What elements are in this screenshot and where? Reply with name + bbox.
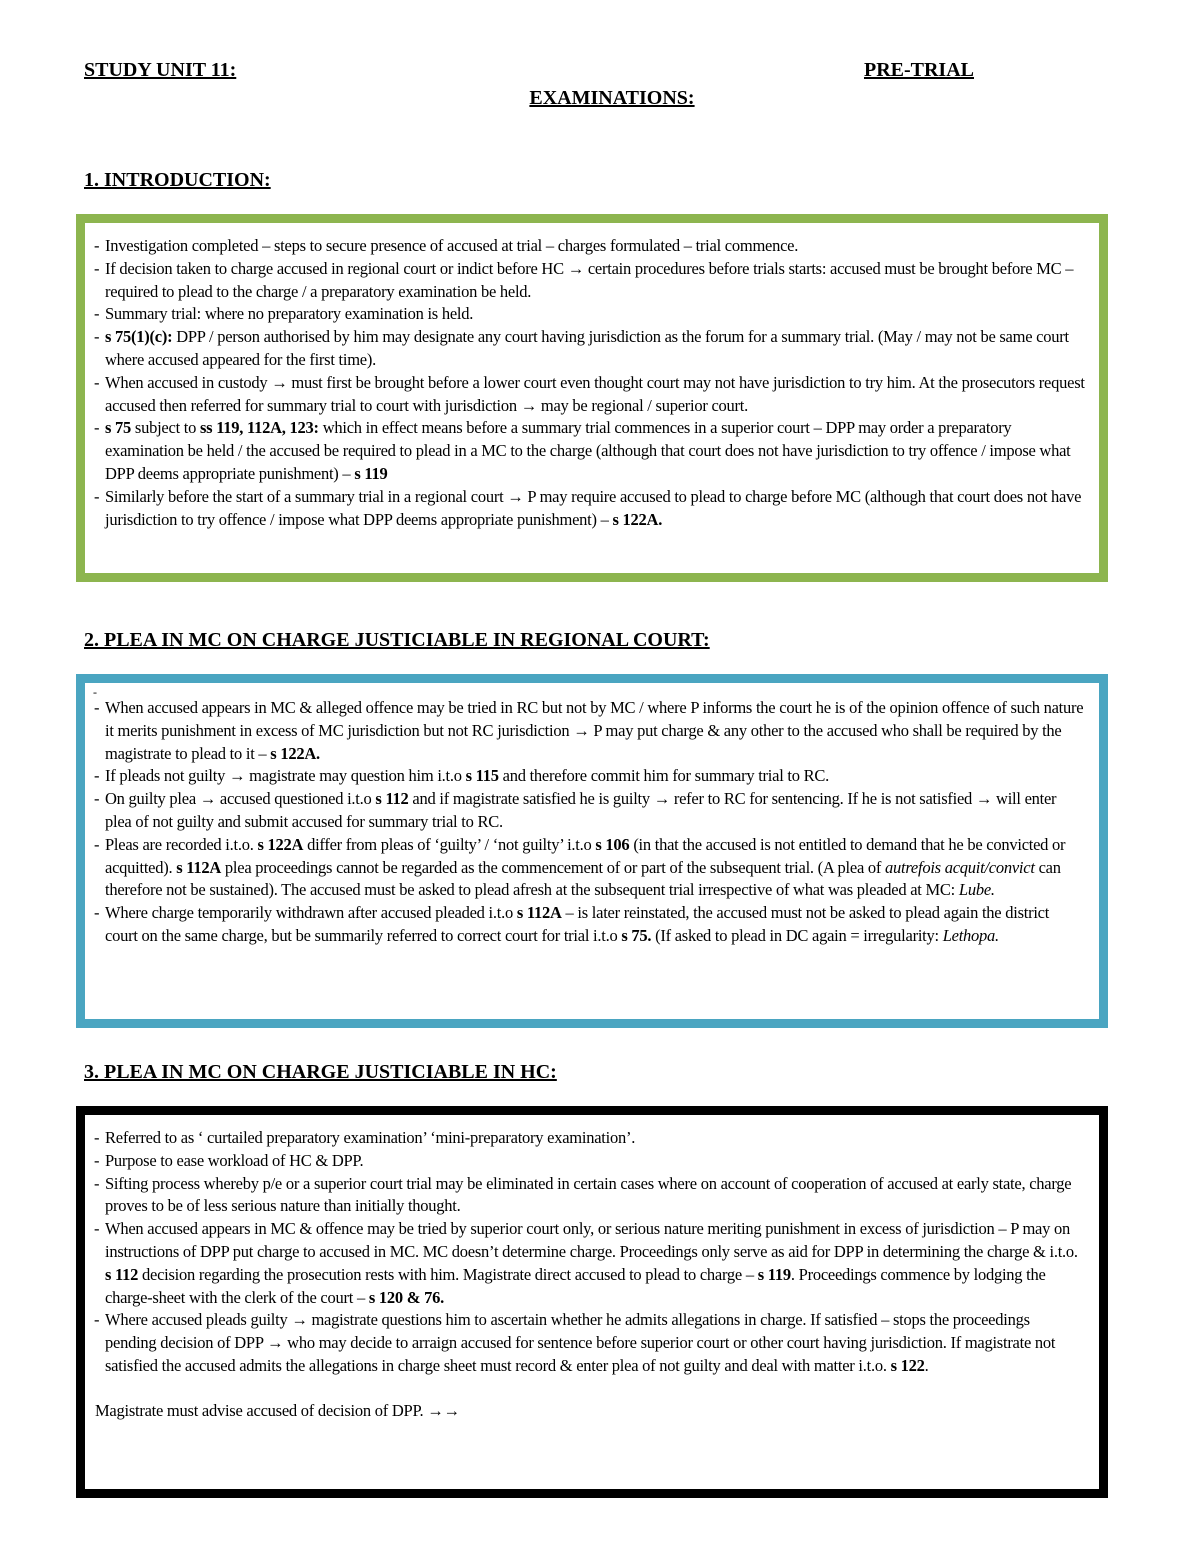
bullet-list xyxy=(93,1127,1085,1378)
bullet-item xyxy=(93,1127,1085,1150)
bullet-text: On guilty plea → accused questioned i.t.o xyxy=(105,789,376,809)
statute-reference: s 122A xyxy=(257,834,304,854)
statute-reference: s 112A xyxy=(176,857,222,877)
bullet-text: Where charge temporarily withdrawn after accused pleaded i.t.o xyxy=(105,903,517,923)
case-name: autrefois acquit/convict xyxy=(885,857,1035,877)
statute-reference: ss 119, 112A, 123: xyxy=(200,418,319,438)
bullet-text: When accused appears in MC & alleged offence may be tried in RC but not by MC / where P informs the court he is of the opinion offence of such nature it merits punishment in excess of MC jurisdiction but not RC jurisdiction → P may put charge & any other to the accused who shall be required by the magistrate to plead to it – xyxy=(105,698,1084,763)
section-heading-regional-court: 2. PLEA IN MC ON CHARGE JUSTICIABLE IN REGIONAL COURT: xyxy=(84,629,710,651)
title-left: STUDY UNIT 11: xyxy=(84,59,237,81)
bullet-list xyxy=(93,235,1085,531)
document-title-continued: EXAMINATIONS: xyxy=(529,87,695,109)
bullet-item xyxy=(93,258,1085,304)
bullet-text: . xyxy=(924,1355,929,1375)
case-name: Lethopa. xyxy=(942,925,999,945)
statute-reference: s 112 xyxy=(105,1264,139,1284)
regional-court-box xyxy=(76,674,1108,1028)
statute-reference: s 75 xyxy=(105,418,132,438)
bullet-item xyxy=(93,834,1085,902)
bullet-item xyxy=(93,417,1085,485)
statute-reference: s 122A. xyxy=(612,509,663,529)
bullet-text: DPP / person authorised by him may designate any court having jurisdiction as the forum for a summary trial. (May / may not be same court where accused appeared for the first time). xyxy=(105,327,1069,369)
bullet-text: Pleas are recorded i.t.o. xyxy=(105,834,258,854)
closing-note: Magistrate must advise accused of decision of DPP. →→ xyxy=(95,1400,460,1420)
statute-reference: s 112 xyxy=(375,789,409,809)
document-title xyxy=(84,58,974,82)
introduction-box xyxy=(76,214,1108,582)
bullet-item xyxy=(93,902,1085,948)
bullet-item xyxy=(93,486,1085,532)
statute-reference: s 119 xyxy=(757,1264,791,1284)
statute-reference: s 115 xyxy=(465,766,499,786)
bullet-text: If decision taken to charge accused in regional court or indict before HC → certain procedures before trials starts: accused must be brought before MC – required to plead to the charge / a preparatory examination be held. xyxy=(105,258,1074,301)
bullet-item xyxy=(93,788,1085,834)
statute-reference: s 75(1)(c): xyxy=(105,327,173,347)
statute-reference: s 112A xyxy=(516,903,562,923)
bullet-text: Where accused pleads guilty → magistrate questions him to ascertain whether he admits allegations in charge. If satisfied – stops the proceedings pending decision of DPP → who may decide to arraign accused for sentence before superior court or other court having jurisdiction. If magistrate not satisfied the accused admits the allegations in charge sheet must record & enter plea of not guilty and deal with matter i.t.o. xyxy=(105,1310,1056,1375)
bullet-text: Referred to as ‘ curtailed preparatory examination’ ‘mini-preparatory examination’. xyxy=(105,1128,636,1147)
bullet-item xyxy=(93,1173,1085,1219)
bullet-item xyxy=(93,1150,1085,1173)
bullet-text: Investigation completed – steps to secure presence of accused at trial – charges formulated – trial commence. xyxy=(105,236,799,255)
bullet-text: and therefore commit him for summary trial to RC. xyxy=(498,766,830,786)
statute-reference: s 122 xyxy=(890,1355,925,1375)
bullet-text: If pleads not guilty → magistrate may question him i.t.o xyxy=(105,766,466,786)
bullet-text: – is later reinstated, the accused must not be asked to plead again the district court on the same charge, but be summarily referred to correct court for trial i.t.o xyxy=(105,903,1050,945)
bullet-item xyxy=(93,326,1085,372)
bullet-item xyxy=(93,303,1085,326)
bullet-item xyxy=(93,372,1085,418)
stray-dash: - xyxy=(93,685,97,699)
bullet-text: (If asked to plead in DC again = irregularity: xyxy=(651,925,943,945)
bullet-text: plea proceedings cannot be regarded as the commencement of or part of the subsequent trial. (A plea of xyxy=(221,857,886,877)
bullet-text: Sifting process whereby p/e or a superior court trial may be eliminated in certain cases where on account of cooperation of accused at early state, charge proves to be of less serious nature than initially thought. xyxy=(105,1173,1072,1216)
bullet-text: When accused appears in MC & offence may be tried by superior court only, or serious nature meriting punishment in excess of jurisdiction – P may on instructions of DPP put charge to accused in MC. MC doesn’t determine charge. Proceedings only serve as aid for DPP in determining the charge & i.t.o. xyxy=(105,1219,1078,1261)
bullet-text: differ from pleas of ‘guilty’ / ‘not guilty’ i.t.o xyxy=(303,834,596,854)
bullet-text: . Proceedings commence by lodging the charge-sheet with the clerk of the court – xyxy=(105,1264,1046,1307)
case-name: Lube. xyxy=(958,880,995,900)
statute-reference: s 119 xyxy=(354,463,388,483)
title-right: PRE-TRIAL xyxy=(863,59,974,81)
statute-reference: s 122A. xyxy=(270,743,320,763)
bullet-text: and if magistrate satisfied he is guilty → refer to RC for sentencing. If he is not satisfied → will enter plea of not guilty and submit accused for summary trial to RC. xyxy=(105,789,1057,831)
bullet-text: which in effect means before a summary trial commences in a superior court – DPP may order a preparatory examination be held / the accused be required to plead in a MC to the charge (although that court does not have jurisdiction to try offence / impose what DPP deems appropriate punishment) – xyxy=(105,418,1071,483)
bullet-text: Similarly before the start of a summary trial in a regional court → P may require accused to plead to charge before MC (although that court does not have jurisdiction to try offence / impose what DPP deems appropriate punishment) – xyxy=(105,486,1082,529)
bullet-item xyxy=(93,1309,1085,1377)
bullet-item xyxy=(93,765,1085,788)
bullet-text: decision regarding the prosecution rests with him. Magistrate direct accused to plead to charge – xyxy=(138,1264,758,1284)
section-heading-high-court: 3. PLEA IN MC ON CHARGE JUSTICIABLE IN HC: xyxy=(84,1061,557,1083)
high-court-box xyxy=(76,1106,1108,1498)
statute-reference: s 75. xyxy=(621,925,652,945)
bullet-text: can therefore not be sustained). The accused must be asked to plead afresh at the subsequent trial irrespective of what was pleaded at MC: xyxy=(105,857,1061,900)
statute-reference: s 120 & 76. xyxy=(368,1287,445,1307)
bullet-text: Purpose to ease workload of HC & DPP. xyxy=(105,1150,364,1170)
bullet-list xyxy=(93,697,1085,948)
bullet-item xyxy=(93,697,1085,765)
bullet-text: When accused in custody → must first be brought before a lower court even thought court may not have jurisdiction to try him. At the prosecutors request accused then referred for summary trial to court with jurisdiction → may be regional / superior court. xyxy=(105,372,1085,415)
statute-reference: s 106 xyxy=(595,834,630,854)
bullet-text: subject to xyxy=(131,418,200,438)
bullet-item xyxy=(93,1218,1085,1309)
section-heading-introduction: 1. INTRODUCTION: xyxy=(84,169,271,191)
bullet-text: Summary trial: where no preparatory examination is held. xyxy=(105,304,474,324)
bullet-text: (in that the accused is not entitled to demand that he be convicted or acquitted). xyxy=(105,834,1066,877)
bullet-item xyxy=(93,235,1085,258)
